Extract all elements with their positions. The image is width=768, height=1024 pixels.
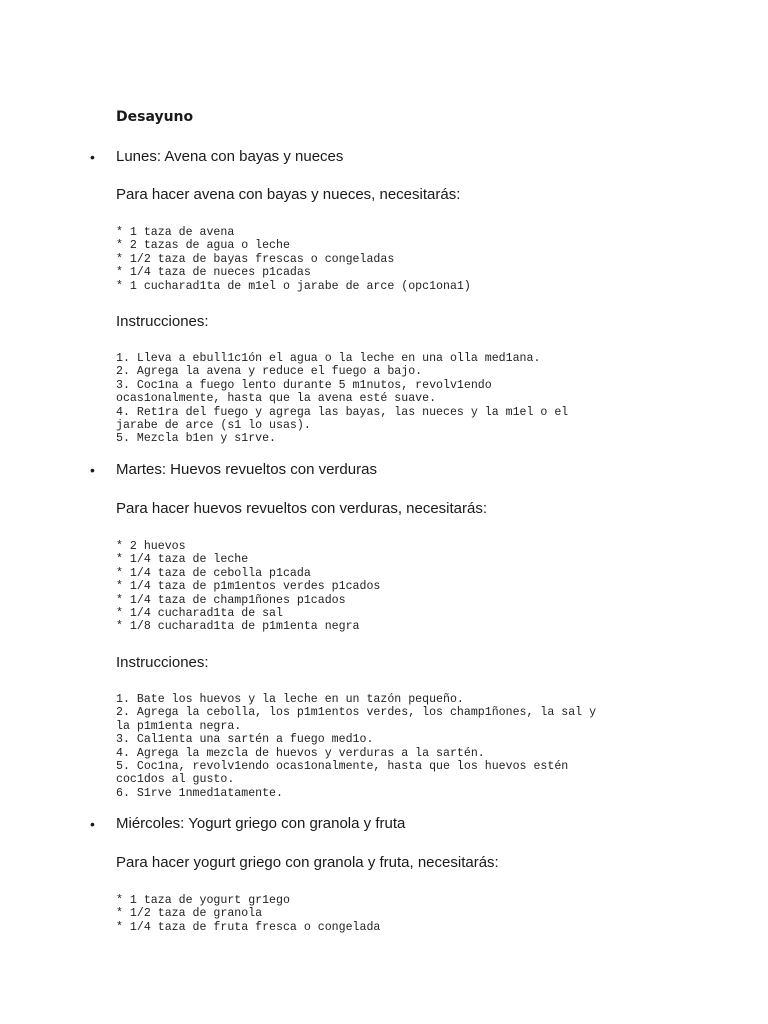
bullet-icon: • — [90, 462, 95, 478]
recipe-intro: Para hacer huevos revueltos con verduras, necesitarás: — [116, 500, 488, 517]
instructions-list: 1. Bate los huevos y la leche en un tazón pequeño. 2. Agrega la cebolla, los p1m1entos verdes, los champ1ñones, la sal y la p1m1enta negra. 3. Cal1enta una sartén a fuego med1o. 4. Agrega la mezcla de huevos y verduras a la sartén. 5. Coc1na, revolv1endo ocas1onalmente, hasta que los huevos estén coc1dos al gusto. 6. S1rve 1nmed1atamente. — [116, 693, 597, 800]
ingredients-list: * 1 taza de avena * 2 tazas de agua o leche * 1/2 taza de bayas frescas o congeladas * 1/4 taza de nueces p1cadas * 1 cucharad1ta de m1el o jarabe de arce (opc1ona1) — [116, 226, 471, 293]
recipe-intro: Para hacer yogurt griego con granola y fruta, necesitarás: — [116, 854, 499, 871]
recipe-intro: Para hacer avena con bayas y nueces, necesitarás: — [116, 186, 461, 203]
bullet-icon: • — [90, 816, 95, 832]
day-title: Martes: Huevos revueltos con verduras — [116, 461, 377, 478]
day-title: Miércoles: Yogurt griego con granola y fruta — [116, 815, 406, 832]
bullet-icon: • — [90, 149, 95, 165]
instructions-label: Instrucciones: — [116, 654, 209, 671]
ingredients-list: * 1 taza de yogurt gr1ego * 1/2 taza de granola * 1/4 taza de fruta fresca o congelada — [116, 894, 381, 934]
ingredients-list: * 2 huevos * 1/4 taza de leche * 1/4 taza de cebolla p1cada * 1/4 taza de p1m1entos verdes p1cados * 1/4 taza de champ1ñones p1cados * 1/4 cucharad1ta de sal * 1/8 cucharad1ta de p1m1enta negra — [116, 540, 381, 634]
instructions-label: Instrucciones: — [116, 313, 209, 330]
instructions-list: 1. Lleva a ebull1c1ón el agua o la leche en una olla med1ana. 2. Agrega la avena y reduce el fuego a bajo. 3. Coc1na a fuego lento durante 5 m1nutos, revolv1endo ocas1onalmente, hasta que la avena esté suave. 4. Ret1ra del fuego y agrega las bayas, las nueces y la m1el o el jarabe de arce (s1 lo usas). 5. Mezcla b1en y s1rve. — [116, 352, 569, 446]
section-heading: Desayuno — [116, 109, 194, 125]
day-title: Lunes: Avena con bayas y nueces — [116, 148, 344, 165]
